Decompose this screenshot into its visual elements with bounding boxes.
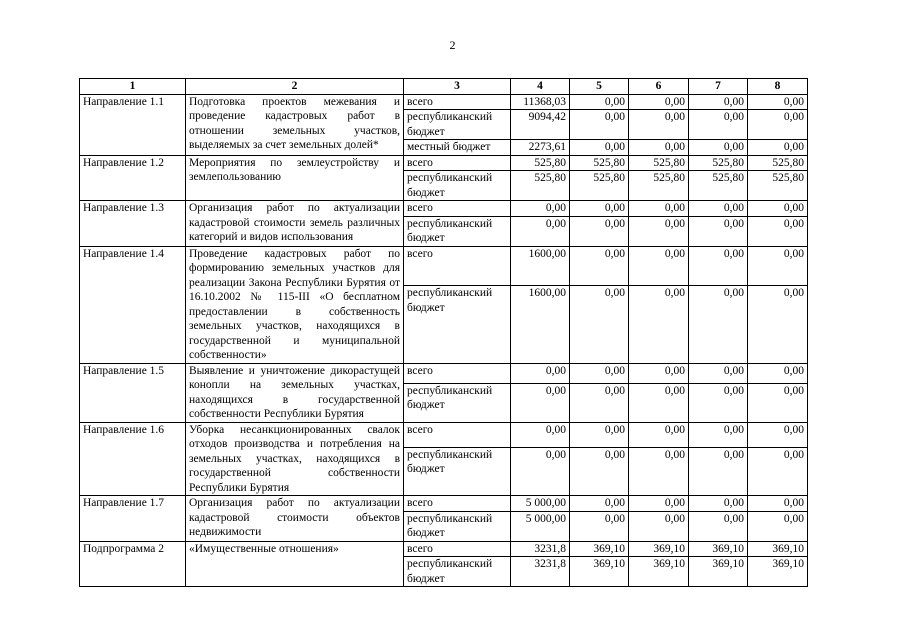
amount-cell: 369,10 bbox=[629, 557, 689, 587]
direction-cell: Направление 1.3 bbox=[80, 201, 186, 247]
description-cell: Выявление и уничтожение дикорастущей конопли на земельных участках, находящихся в государственной собственности Республики Бурятия bbox=[186, 363, 404, 422]
funding-source-cell: республиканский бюджет bbox=[404, 286, 511, 363]
funding-source-cell: всего bbox=[404, 422, 511, 447]
table-row bbox=[80, 363, 808, 383]
amount-cell: 0,00 bbox=[689, 363, 748, 383]
amount-cell: 525,80 bbox=[570, 171, 629, 201]
amount-cell: 0,00 bbox=[748, 246, 808, 286]
funding-source-cell: республиканский бюджет bbox=[404, 110, 511, 140]
amount-cell: 0,00 bbox=[748, 110, 808, 140]
amount-cell: 0,00 bbox=[689, 140, 748, 156]
amount-cell: 0,00 bbox=[570, 110, 629, 140]
amount-cell: 369,10 bbox=[570, 557, 629, 587]
amount-cell: 525,80 bbox=[629, 171, 689, 201]
amount-cell: 1600,00 bbox=[511, 246, 570, 286]
direction-cell: Направление 1.5 bbox=[80, 363, 186, 422]
direction-cell: Направление 1.2 bbox=[80, 155, 186, 201]
funding-source-cell: республиканский бюджет bbox=[404, 447, 511, 495]
amount-cell: 0,00 bbox=[689, 201, 748, 217]
amount-cell: 0,00 bbox=[629, 216, 689, 246]
amount-cell: 11368,03 bbox=[511, 94, 570, 110]
table-row bbox=[80, 201, 808, 217]
amount-cell: 1600,00 bbox=[511, 286, 570, 363]
funding-source-cell: республиканский бюджет bbox=[404, 383, 511, 422]
amount-cell: 0,00 bbox=[570, 94, 629, 110]
amount-cell: 0,00 bbox=[689, 511, 748, 541]
amount-cell: 0,00 bbox=[748, 363, 808, 383]
table-row bbox=[80, 496, 808, 512]
amount-cell: 525,80 bbox=[689, 171, 748, 201]
description-cell: Уборка несанкционированных свалок отходов производства и потребления на земельных участках, находящихся в государственной собственности Республики Бурятия bbox=[186, 422, 404, 496]
amount-cell: 369,10 bbox=[629, 541, 689, 557]
funding-source-cell: республиканский бюджет bbox=[404, 171, 511, 201]
amount-cell: 369,10 bbox=[570, 541, 629, 557]
amount-cell: 5 000,00 bbox=[511, 511, 570, 541]
table-row bbox=[80, 155, 808, 171]
direction-cell: Направление 1.7 bbox=[80, 496, 186, 542]
description-cell: «Имущественные отношения» bbox=[186, 541, 404, 587]
amount-cell: 0,00 bbox=[629, 496, 689, 512]
amount-cell: 0,00 bbox=[629, 286, 689, 363]
description-cell: Подготовка проектов межевания и проведение кадастровых работ в отношении земельных участков, выделяемых за счет земельных долей* bbox=[186, 94, 404, 155]
amount-cell: 0,00 bbox=[748, 447, 808, 495]
funding-source-cell: всего bbox=[404, 155, 511, 171]
amount-cell: 0,00 bbox=[748, 496, 808, 512]
header-row bbox=[80, 79, 808, 95]
amount-cell: 0,00 bbox=[570, 496, 629, 512]
description-cell: Мероприятия по землеустройству и землепользованию bbox=[186, 155, 404, 201]
amount-cell: 369,10 bbox=[689, 557, 748, 587]
amount-cell: 0,00 bbox=[570, 246, 629, 286]
table-row bbox=[80, 422, 808, 447]
column-header: 7 bbox=[689, 79, 748, 95]
amount-cell: 525,80 bbox=[570, 155, 629, 171]
funding-source-cell: всего bbox=[404, 363, 511, 383]
amount-cell: 9094,42 bbox=[511, 110, 570, 140]
amount-cell: 0,00 bbox=[570, 447, 629, 495]
amount-cell: 0,00 bbox=[511, 201, 570, 217]
amount-cell: 0,00 bbox=[689, 110, 748, 140]
funding-source-cell: всего bbox=[404, 541, 511, 557]
funding-source-cell: республиканский бюджет bbox=[404, 216, 511, 246]
amount-cell: 0,00 bbox=[570, 422, 629, 447]
amount-cell: 0,00 bbox=[629, 363, 689, 383]
amount-cell: 525,80 bbox=[629, 155, 689, 171]
column-header: 5 bbox=[570, 79, 629, 95]
amount-cell: 3231,8 bbox=[511, 557, 570, 587]
amount-cell: 0,00 bbox=[748, 511, 808, 541]
description-cell: Организация работ по актуализации кадастровой стоимости земель различных категорий и видов использования bbox=[186, 201, 404, 247]
amount-cell: 0,00 bbox=[629, 246, 689, 286]
amount-cell: 0,00 bbox=[629, 422, 689, 447]
amount-cell: 369,10 bbox=[748, 557, 808, 587]
table-body bbox=[80, 94, 808, 587]
amount-cell: 5 000,00 bbox=[511, 496, 570, 512]
description-cell: Проведение кадастровых работ по формированию земельных участков для реализации Закона Республики Бурятия от 16.10.2002 № 115-III «О бесплатном предоставлении в собственность земельных участков, находящихся в государственной и муниципальной собственности» bbox=[186, 246, 404, 363]
table-row bbox=[80, 246, 808, 286]
description-cell: Организация работ по актуализации кадастровой стоимости объектов недвижимости bbox=[186, 496, 404, 542]
amount-cell: 0,00 bbox=[689, 216, 748, 246]
amount-cell: 0,00 bbox=[748, 216, 808, 246]
amount-cell: 0,00 bbox=[629, 140, 689, 156]
amount-cell: 3231,8 bbox=[511, 541, 570, 557]
funding-source-cell: всего bbox=[404, 246, 511, 286]
direction-cell: Направление 1.6 bbox=[80, 422, 186, 496]
amount-cell: 0,00 bbox=[629, 110, 689, 140]
amount-cell: 525,80 bbox=[511, 155, 570, 171]
direction-cell: Направление 1.1 bbox=[80, 94, 186, 155]
amount-cell: 525,80 bbox=[748, 155, 808, 171]
funding-source-cell: местный бюджет bbox=[404, 140, 511, 156]
table-row bbox=[80, 541, 808, 557]
amount-cell: 369,10 bbox=[748, 541, 808, 557]
table-row bbox=[80, 94, 808, 110]
amount-cell: 0,00 bbox=[629, 511, 689, 541]
amount-cell: 0,00 bbox=[689, 286, 748, 363]
budget-table bbox=[79, 78, 808, 587]
amount-cell: 0,00 bbox=[689, 94, 748, 110]
funding-source-cell: всего bbox=[404, 496, 511, 512]
funding-source-cell: республиканский бюджет bbox=[404, 557, 511, 587]
amount-cell: 0,00 bbox=[748, 286, 808, 363]
column-header: 6 bbox=[629, 79, 689, 95]
amount-cell: 0,00 bbox=[689, 447, 748, 495]
amount-cell: 0,00 bbox=[629, 447, 689, 495]
direction-cell: Подпрограмма 2 bbox=[80, 541, 186, 587]
amount-cell: 369,10 bbox=[689, 541, 748, 557]
amount-cell: 0,00 bbox=[629, 201, 689, 217]
funding-source-cell: всего bbox=[404, 94, 511, 110]
amount-cell: 525,80 bbox=[689, 155, 748, 171]
page-number: 2 bbox=[449, 38, 456, 52]
amount-cell: 0,00 bbox=[570, 216, 629, 246]
amount-cell: 0,00 bbox=[570, 363, 629, 383]
amount-cell: 0,00 bbox=[570, 201, 629, 217]
amount-cell: 0,00 bbox=[629, 383, 689, 422]
amount-cell: 0,00 bbox=[511, 363, 570, 383]
amount-cell: 0,00 bbox=[629, 94, 689, 110]
funding-source-cell: республиканский бюджет bbox=[404, 511, 511, 541]
amount-cell: 0,00 bbox=[511, 216, 570, 246]
amount-cell: 0,00 bbox=[570, 140, 629, 156]
amount-cell: 0,00 bbox=[689, 383, 748, 422]
amount-cell: 0,00 bbox=[748, 383, 808, 422]
column-header: 3 bbox=[404, 79, 511, 95]
amount-cell: 0,00 bbox=[748, 201, 808, 217]
amount-cell: 2273,61 bbox=[511, 140, 570, 156]
amount-cell: 0,00 bbox=[570, 511, 629, 541]
amount-cell: 0,00 bbox=[689, 496, 748, 512]
column-header: 4 bbox=[511, 79, 570, 95]
amount-cell: 0,00 bbox=[689, 422, 748, 447]
amount-cell: 525,80 bbox=[511, 171, 570, 201]
column-header: 8 bbox=[748, 79, 808, 95]
direction-cell: Направление 1.4 bbox=[80, 246, 186, 363]
amount-cell: 0,00 bbox=[511, 422, 570, 447]
amount-cell: 0,00 bbox=[748, 140, 808, 156]
amount-cell: 0,00 bbox=[748, 94, 808, 110]
amount-cell: 525,80 bbox=[748, 171, 808, 201]
amount-cell: 0,00 bbox=[570, 286, 629, 363]
amount-cell: 0,00 bbox=[511, 383, 570, 422]
amount-cell: 0,00 bbox=[748, 422, 808, 447]
funding-source-cell: всего bbox=[404, 201, 511, 217]
amount-cell: 0,00 bbox=[511, 447, 570, 495]
amount-cell: 0,00 bbox=[689, 246, 748, 286]
amount-cell: 0,00 bbox=[570, 383, 629, 422]
column-header: 2 bbox=[186, 79, 404, 95]
column-header: 1 bbox=[80, 79, 186, 95]
